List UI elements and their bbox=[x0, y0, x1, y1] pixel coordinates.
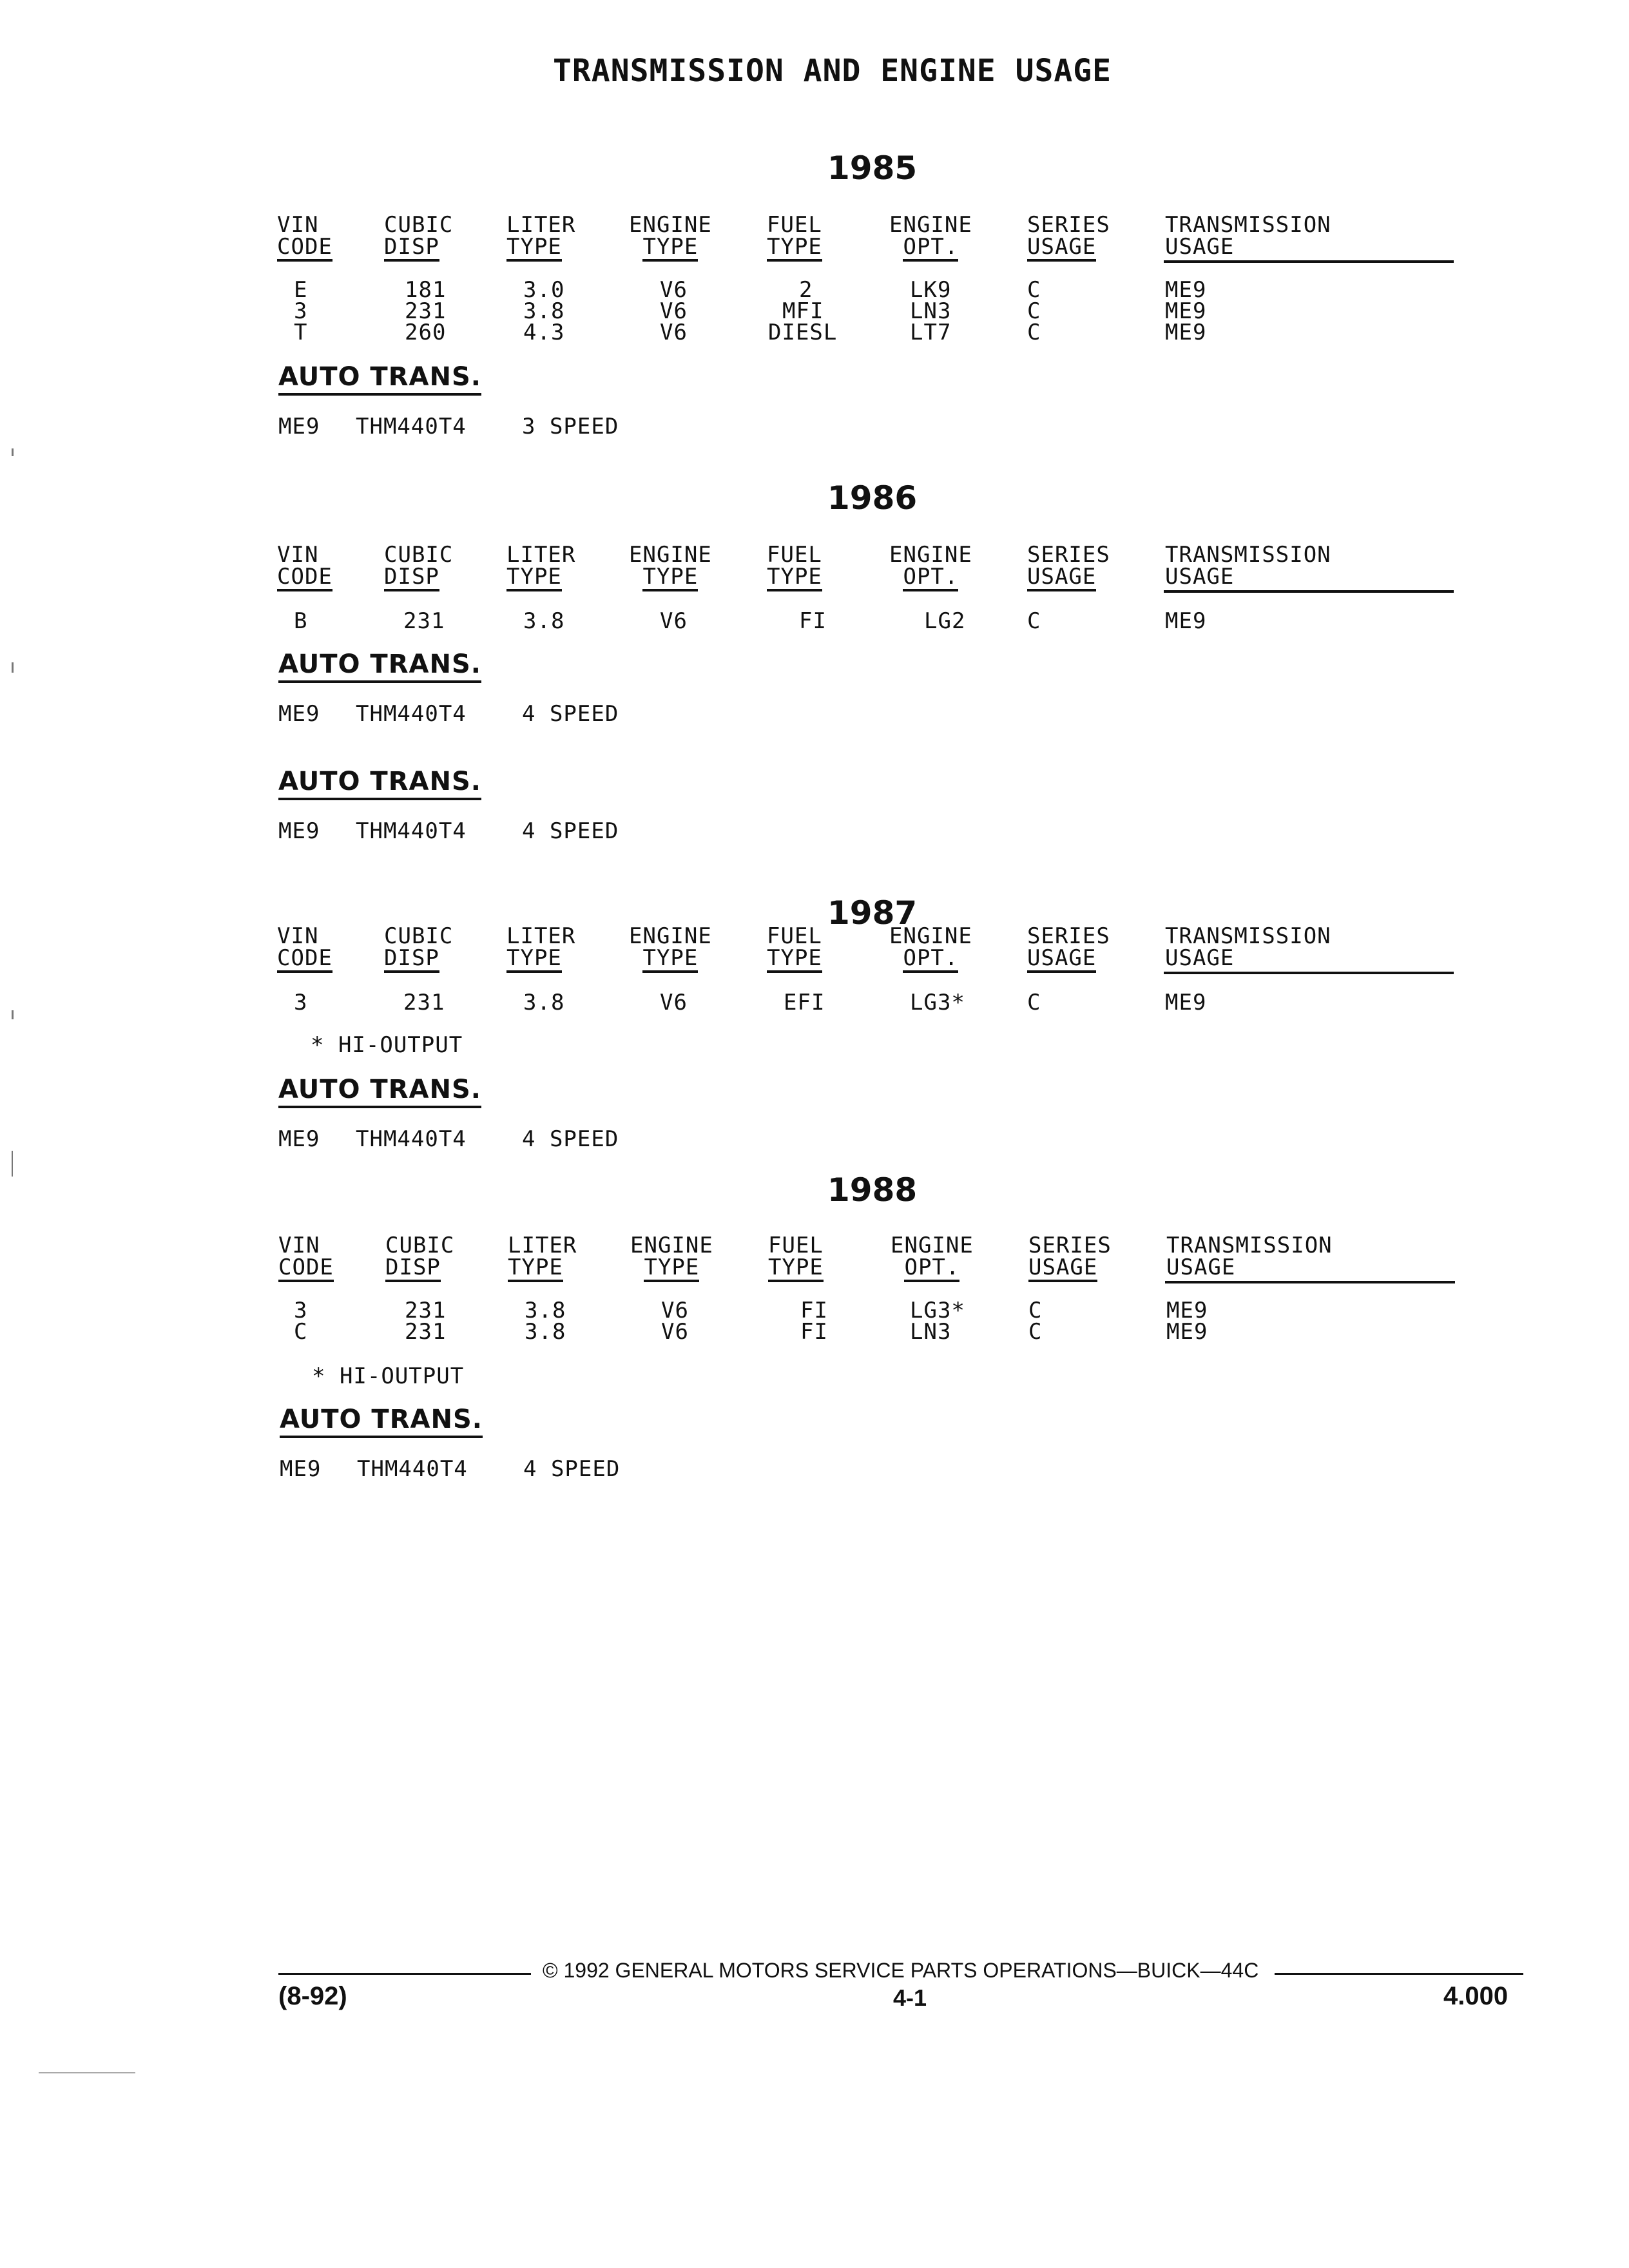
header-series-usage: SERIES USAGE bbox=[1027, 925, 1110, 973]
header-cubic-disp: CUBIC DISP bbox=[384, 214, 453, 262]
scan-mark bbox=[39, 2072, 135, 2073]
header-vin-code: VIN CODE bbox=[277, 925, 333, 973]
header-engine-opt: ENGINE OPT. bbox=[889, 925, 972, 973]
year-heading-1985: 1985 bbox=[827, 149, 918, 187]
header-liter-type: LITER TYPE bbox=[508, 1235, 577, 1282]
header-engine-type: ENGINE TYPE bbox=[629, 214, 712, 262]
year-heading-1986: 1986 bbox=[827, 479, 918, 517]
header-liter-type: LITER TYPE bbox=[506, 925, 575, 973]
footnote-hi-output: * HI-OUTPUT bbox=[312, 1363, 465, 1389]
header-transmission-usage: TRANSMISSION USAGE bbox=[1165, 212, 1331, 260]
header-vin-code: VIN CODE bbox=[277, 214, 333, 262]
header-liter-type: LITER TYPE bbox=[506, 214, 575, 262]
header-engine-opt: ENGINE OPT. bbox=[891, 1235, 974, 1282]
header-rule bbox=[1164, 260, 1454, 263]
header-liter-type: LITER TYPE bbox=[506, 544, 575, 591]
header-rule bbox=[1164, 590, 1454, 593]
footer-rule-left bbox=[278, 1973, 531, 1975]
header-fuel-type: FUEL TYPE bbox=[767, 214, 822, 262]
auto-trans-heading: AUTO TRANS. bbox=[278, 362, 481, 396]
header-rule bbox=[1164, 972, 1454, 974]
footer-rule-right bbox=[1275, 1973, 1523, 1975]
header-rule bbox=[1165, 1281, 1455, 1283]
header-fuel-type: FUEL TYPE bbox=[767, 925, 822, 973]
header-cubic-disp: CUBIC DISP bbox=[384, 925, 453, 973]
auto-trans-heading: AUTO TRANS. bbox=[280, 1405, 483, 1438]
header-engine-type: ENGINE TYPE bbox=[630, 1235, 713, 1282]
header-vin-code: VIN CODE bbox=[277, 544, 333, 591]
header-transmission-usage: TRANSMISSION USAGE bbox=[1165, 923, 1331, 971]
auto-trans-heading: AUTO TRANS. bbox=[278, 649, 481, 683]
scan-mark bbox=[12, 448, 14, 456]
header-transmission-usage: TRANSMISSION USAGE bbox=[1165, 542, 1331, 590]
auto-trans-heading: AUTO TRANS. bbox=[278, 1075, 481, 1108]
header-series-usage: SERIES USAGE bbox=[1028, 1235, 1112, 1282]
year-heading-1987: 1987 bbox=[827, 894, 918, 932]
header-fuel-type: FUEL TYPE bbox=[768, 1235, 824, 1282]
header-transmission-usage: TRANSMISSION USAGE bbox=[1166, 1233, 1333, 1280]
footer-page-number: 4-1 bbox=[893, 1984, 927, 2011]
header-cubic-disp: CUBIC DISP bbox=[385, 1235, 454, 1282]
scan-mark bbox=[12, 1010, 14, 1019]
header-vin-code: VIN CODE bbox=[278, 1235, 334, 1282]
footer-date-code: (8-92) bbox=[278, 1982, 347, 2010]
header-cubic-disp: CUBIC DISP bbox=[384, 544, 453, 591]
page-title: TRANSMISSION AND ENGINE USAGE bbox=[553, 53, 1112, 89]
scan-mark bbox=[12, 662, 14, 673]
auto-trans-heading: AUTO TRANS. bbox=[278, 767, 481, 800]
header-engine-opt: ENGINE OPT. bbox=[889, 214, 972, 262]
header-series-usage: SERIES USAGE bbox=[1027, 544, 1110, 591]
header-fuel-type: FUEL TYPE bbox=[767, 544, 822, 591]
scan-mark bbox=[12, 1151, 13, 1177]
header-engine-type: ENGINE TYPE bbox=[629, 544, 712, 591]
header-engine-opt: ENGINE OPT. bbox=[889, 544, 972, 591]
footer-copyright: © 1992 GENERAL MOTORS SERVICE PARTS OPERATIONS—BUICK—44C bbox=[543, 1959, 1259, 1982]
header-series-usage: SERIES USAGE bbox=[1027, 214, 1110, 262]
footnote-hi-output: * HI-OUTPUT bbox=[311, 1032, 463, 1058]
year-heading-1988: 1988 bbox=[827, 1171, 918, 1209]
header-engine-type: ENGINE TYPE bbox=[629, 925, 712, 973]
footer-section-number: 4.000 bbox=[1443, 1982, 1509, 2010]
